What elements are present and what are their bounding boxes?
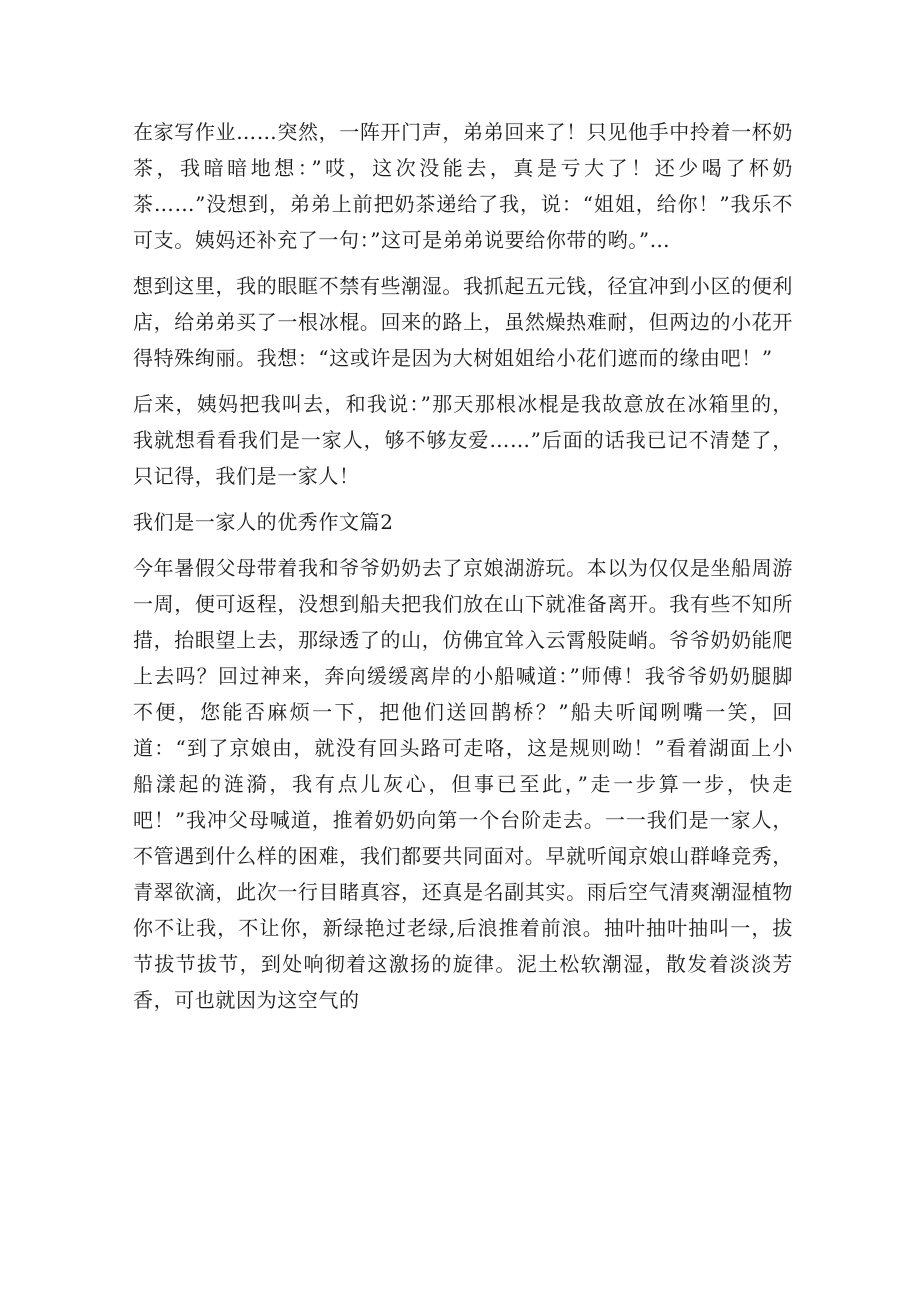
section-title: 我们是一家人的优秀作文篇2 — [133, 510, 394, 534]
paragraph-2: 想到这里，我的眼眶不禁有些潮湿。我抓起五元钱，径宜冲到小区的便利店，给弟弟买了一根冰棍。回来的路上，虽然燥热难耐，但两边的小花开得特殊绚丽。我想：“这或许是因为大树姐姐给小花们遮而的缘由吧！” — [133, 274, 793, 370]
section-paragraph-1: 今年暑假父母带着我和爷爷奶奶去了京娘湖游玩。本以为仅仅是坐船周游一周，便可返程，没想到船夫把我们放在山下就准备离开。我有些不知所措，抬眼望上去，那绿透了的山，仿佛宜耸入云霄般陡峭。爷爷奶奶能爬上去吗？回过神来，奔向缓缓离岸的小船喊道：”师傅！我爷爷奶奶腿脚不便，您能否麻烦一下，把他们送回鹊桥？”船夫听闻咧嘴一笑，回道：“到了京娘由，就没有回头路可走咯，这是规则呦！”看着湖面上小船漾起的涟漪，我有点儿灰心，但事已至此，”走一步算一步，快走吧！”我冲父母喊道，推着奶奶向第一个台阶走去。一一我们是一家人，不管遇到什么样的困难，我们都要共同面对。早就听闻京娘山群峰竞秀，青翠欲滴，此次一行目睹真容，还真是名副其实。雨后空气清爽潮湿植物你不让我，不让你，新绿艳过老绿,后浪推着前浪。抽叶抽叶抽叫一，拔节拔节拔节，到处响彻着这激扬的旋律。泥土松软潮湿，散发着淡淡芳香，可也就因为这空气的 — [133, 556, 793, 1012]
document-body — [133, 114, 793, 1028]
paragraph-3: 后来，姨妈把我叫去，和我说：”那天那根冰棍是我故意放在冰箱里的，我就想看看我们是一家人，够不够友爱……”后面的话我已记不清楚了，只记得，我们是一家人！ — [133, 392, 793, 488]
paragraph-1: 在家写作业……突然，一阵开门声，弟弟回来了！只见他手中拎着一杯奶茶，我暗暗地想：”哎，这次没能去，真是亏大了！还少喝了杯奶茶……”没想到，弟弟上前把奶茶递给了我，说：“姐姐，给你！”我乐不可支。姨妈还补充了一句：”这可是弟弟说要给你带的哟。”… — [133, 120, 793, 252]
